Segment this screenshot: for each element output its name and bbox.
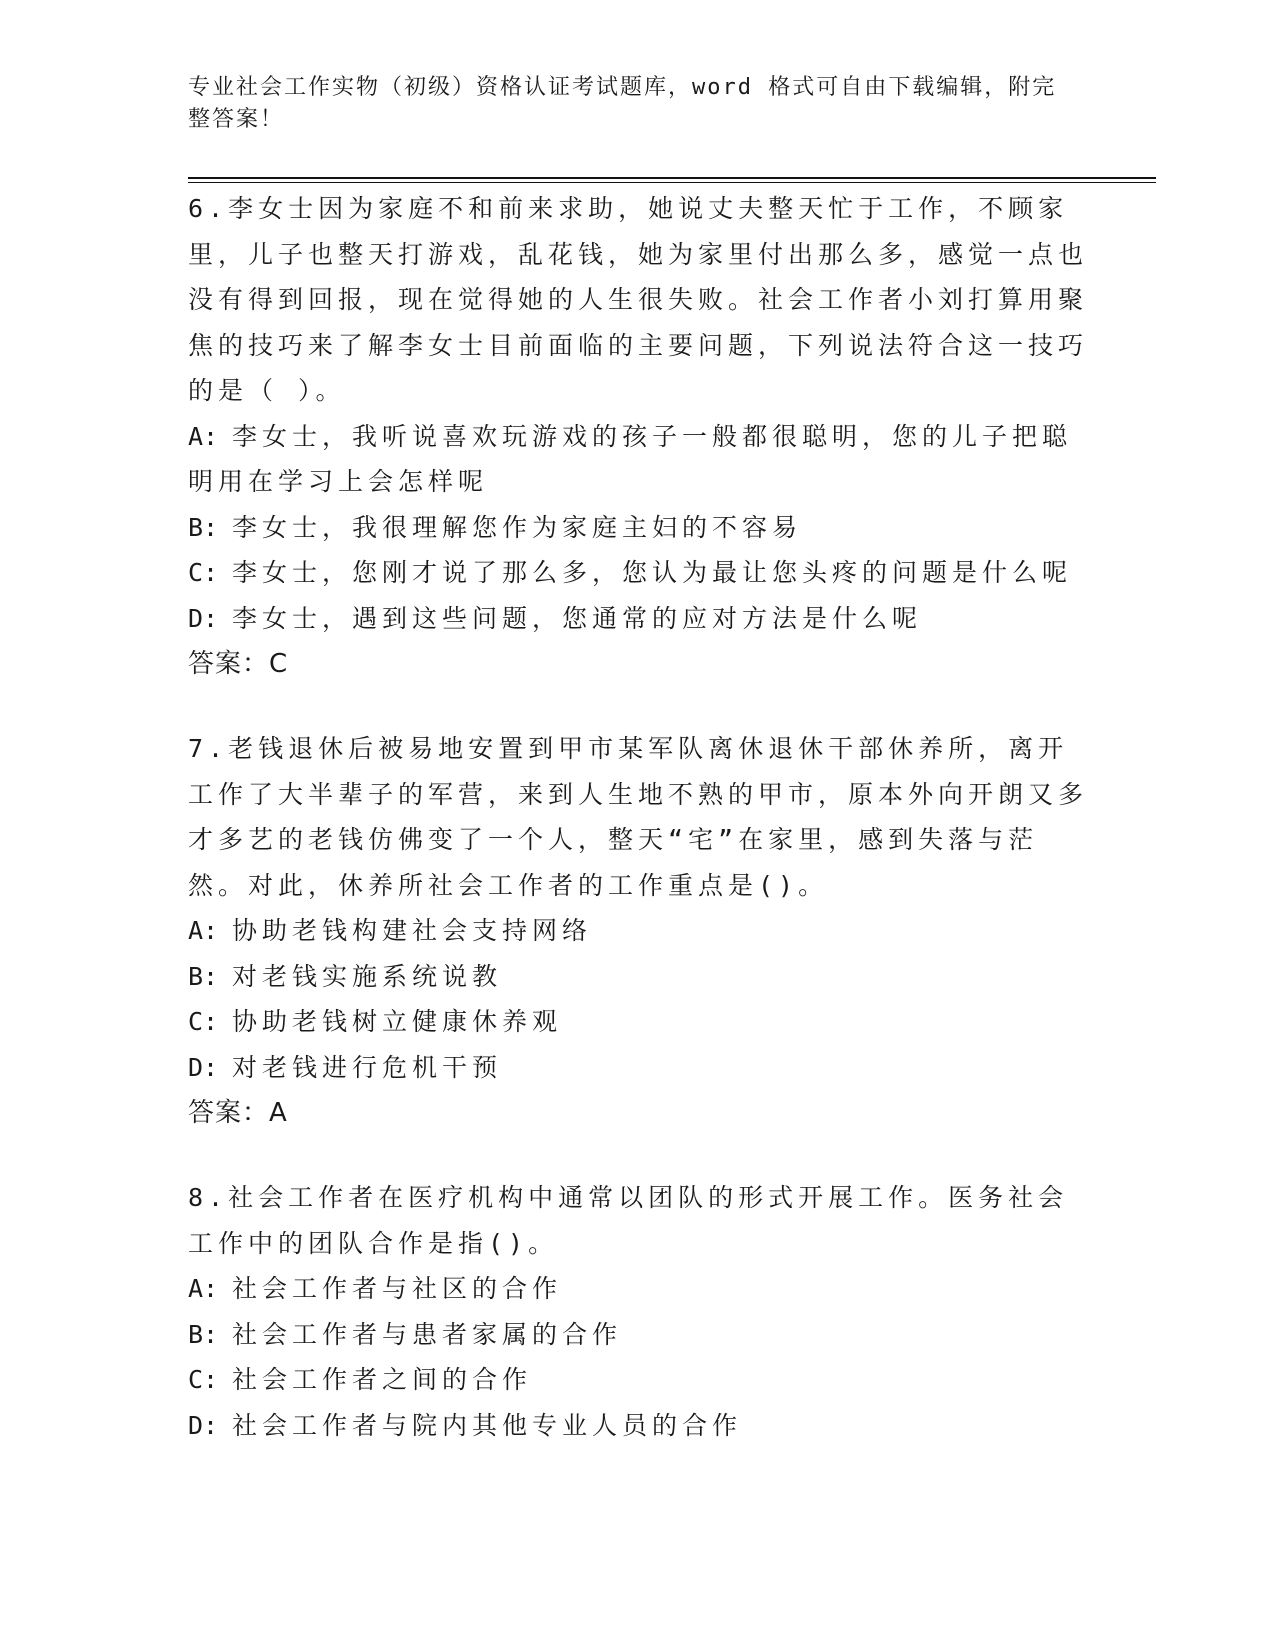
option-letter: B: bbox=[188, 961, 219, 991]
option-a bbox=[188, 1266, 1088, 1312]
option-text: 协助老钱树立健康休养观 bbox=[232, 1007, 563, 1036]
option-list bbox=[188, 1266, 1088, 1448]
question-7 bbox=[188, 726, 1088, 1137]
option-text: 社会工作者与院内其他专业人员的合作 bbox=[232, 1410, 743, 1440]
option-letter: D: bbox=[188, 1052, 219, 1082]
option-text: 对老钱实施系统说教 bbox=[232, 961, 503, 991]
option-d bbox=[188, 1045, 1088, 1091]
option-letter: C: bbox=[188, 558, 219, 587]
answer-line: 答案：A bbox=[188, 1098, 288, 1128]
option-d bbox=[188, 596, 1088, 642]
question-8 bbox=[188, 1175, 1088, 1448]
question-number: 7. bbox=[188, 734, 229, 763]
option-c bbox=[188, 999, 1088, 1045]
option-text: 对老钱进行危机干预 bbox=[232, 1052, 503, 1082]
question-list bbox=[188, 186, 1088, 1486]
option-text: 李女士，我听说喜欢玩游戏的孩子一般都很聪明，您的儿子把聪明用在学习上会怎样呢 bbox=[188, 421, 1073, 496]
question-number: 8. bbox=[188, 1183, 229, 1212]
answer-line: 答案：C bbox=[188, 649, 289, 679]
option-d bbox=[188, 1403, 1088, 1449]
option-text: 李女士，我很理解您作为家庭主妇的不容易 bbox=[232, 512, 803, 542]
header-rule-thick bbox=[188, 177, 1156, 179]
option-letter: B: bbox=[188, 1319, 219, 1349]
question-text bbox=[188, 1175, 1088, 1266]
option-b bbox=[188, 954, 1088, 1000]
page-header: 专业社会工作实物（初级）资格认证考试题库，word 格式可自由下载编辑，附完整答案！ bbox=[188, 75, 1057, 132]
option-letter: B: bbox=[188, 512, 219, 542]
option-letter: D: bbox=[188, 603, 219, 633]
option-list bbox=[188, 908, 1088, 1090]
option-text: 社会工作者之间的合作 bbox=[232, 1365, 533, 1394]
option-text: 李女士，您刚才说了那么多，您认为最让您头疼的问题是什么呢 bbox=[232, 558, 1073, 587]
option-text: 李女士，遇到这些问题，您通常的应对方法是什么呢 bbox=[232, 603, 923, 633]
option-list bbox=[188, 414, 1088, 642]
question-body: 社会工作者在医疗机构中通常以团队的形式开展工作。医务社会工作中的团队合作是指()。 bbox=[188, 1183, 1069, 1258]
option-letter: C: bbox=[188, 1007, 219, 1036]
option-a bbox=[188, 414, 1088, 505]
option-letter: A: bbox=[188, 1274, 219, 1303]
option-b bbox=[188, 505, 1088, 551]
question-text bbox=[188, 726, 1088, 908]
question-text bbox=[188, 186, 1088, 414]
option-letter: A: bbox=[188, 421, 219, 451]
option-text: 协助老钱构建社会支持网络 bbox=[232, 916, 593, 945]
option-text: 社会工作者与社区的合作 bbox=[232, 1274, 563, 1303]
option-letter: A: bbox=[188, 916, 219, 945]
option-letter: D: bbox=[188, 1410, 219, 1440]
option-c bbox=[188, 550, 1088, 596]
option-letter: C: bbox=[188, 1365, 219, 1394]
header-rule-thin bbox=[188, 182, 1156, 183]
option-a bbox=[188, 908, 1088, 954]
question-body: 李女士因为家庭不和前来求助，她说丈夫整天忙于工作，不顾家里，儿子也整天打游戏，乱花钱，她为家里付出那么多，感觉一点也没有得到回报，现在觉得她的人生很失败。社会工作者小刘打算用聚焦的技巧来了解李女士目前面临的主要问题，下列说法符合这一技巧的是（ ）。 bbox=[188, 194, 1089, 405]
option-b bbox=[188, 1312, 1088, 1358]
question-6 bbox=[188, 186, 1088, 688]
option-c bbox=[188, 1357, 1088, 1403]
question-body: 老钱退休后被易地安置到甲市某军队离休退休干部休养所，离开工作了大半辈子的军营，来到人生地不熟的甲市，原本外向开朗又多才多艺的老钱仿佛变了一个人，整天“宅”在家里，感到失落与茫然。对此，休养所社会工作者的工作重点是()。 bbox=[188, 734, 1089, 900]
option-text: 社会工作者与患者家属的合作 bbox=[232, 1319, 623, 1349]
question-number: 6. bbox=[188, 194, 229, 223]
